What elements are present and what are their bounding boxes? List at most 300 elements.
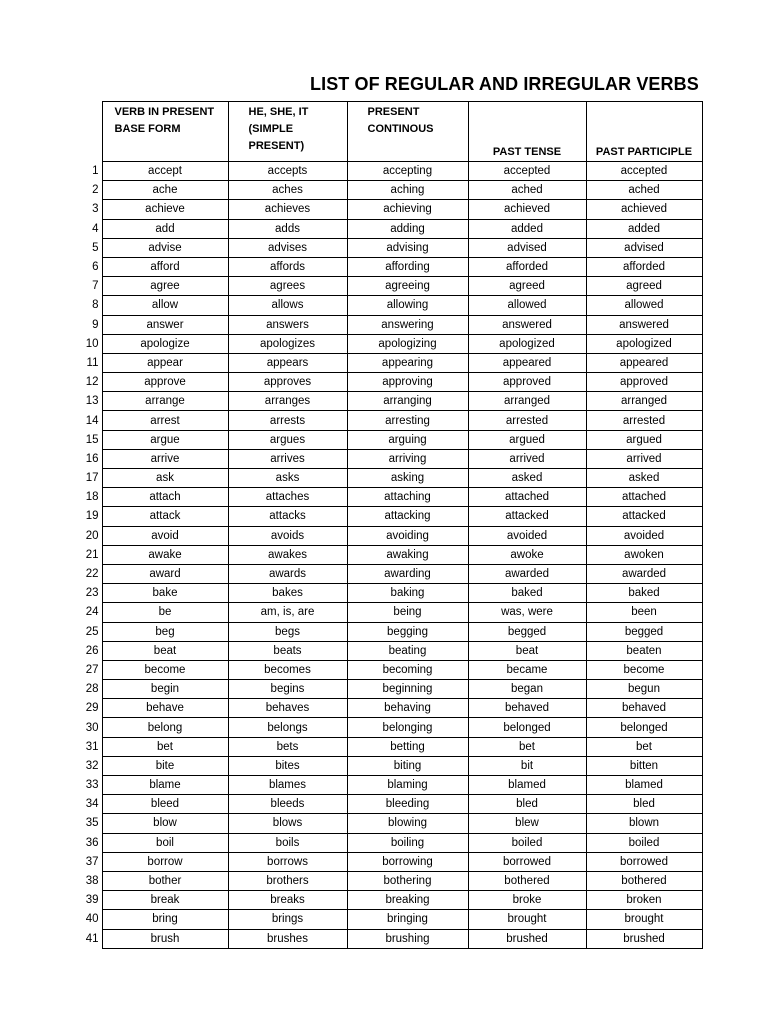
past-participle-cell: behaved — [586, 699, 702, 718]
row-number: 36 — [85, 836, 99, 849]
past-tense-cell: ached — [468, 181, 586, 200]
past-tense-cell: borrowed — [468, 852, 586, 871]
row-number: 12 — [85, 376, 99, 389]
row-number: 19 — [85, 510, 99, 523]
row-number: 9 — [92, 318, 99, 331]
past-participle-cell: asked — [586, 469, 702, 488]
base-form-cell: bleed — [102, 795, 228, 814]
row-number: 29 — [85, 702, 99, 715]
base-form-cell: beat — [102, 641, 228, 660]
continuous-cell: approving — [347, 373, 468, 392]
continuous-cell: advising — [347, 238, 468, 257]
header-past-participle: PAST PARTICIPLE — [586, 102, 702, 162]
third-person-cell: blows — [228, 814, 347, 833]
past-tense-cell: afforded — [468, 257, 586, 276]
past-tense-cell: agreed — [468, 277, 586, 296]
table-row — [80, 660, 702, 679]
base-form-cell: appear — [102, 353, 228, 372]
third-person-cell: affords — [228, 257, 347, 276]
table-row — [80, 910, 702, 929]
past-participle-cell: added — [586, 219, 702, 238]
third-person-cell: allows — [228, 296, 347, 315]
past-tense-cell: was, were — [468, 603, 586, 622]
table-row — [80, 737, 702, 756]
past-tense-cell: broke — [468, 891, 586, 910]
continuous-cell: beginning — [347, 680, 468, 699]
past-tense-cell: answered — [468, 315, 586, 334]
row-number: 37 — [85, 855, 99, 868]
past-participle-cell: boiled — [586, 833, 702, 852]
continuous-cell: awaking — [347, 545, 468, 564]
third-person-cell: aches — [228, 181, 347, 200]
third-person-cell: borrows — [228, 852, 347, 871]
base-form-cell: approve — [102, 373, 228, 392]
base-form-cell: borrow — [102, 852, 228, 871]
base-form-cell: apologize — [102, 334, 228, 353]
past-participle-cell: beaten — [586, 641, 702, 660]
past-participle-cell: belonged — [586, 718, 702, 737]
base-form-cell: attack — [102, 507, 228, 526]
table-row — [80, 257, 702, 276]
past-tense-cell: asked — [468, 469, 586, 488]
past-participle-cell: broken — [586, 891, 702, 910]
past-tense-cell: bet — [468, 737, 586, 756]
continuous-cell: attacking — [347, 507, 468, 526]
row-number: 28 — [85, 683, 99, 696]
third-person-cell: beats — [228, 641, 347, 660]
past-tense-cell: arrived — [468, 449, 586, 468]
continuous-cell: baking — [347, 584, 468, 603]
header-third-person — [228, 102, 347, 162]
continuous-cell: arranging — [347, 392, 468, 411]
past-participle-cell: attacked — [586, 507, 702, 526]
past-participle-cell: awarded — [586, 564, 702, 583]
past-tense-cell: began — [468, 680, 586, 699]
past-participle-cell: arrived — [586, 449, 702, 468]
base-form-cell: argue — [102, 430, 228, 449]
past-tense-cell: appeared — [468, 353, 586, 372]
row-number: 20 — [85, 529, 99, 542]
continuous-cell: behaving — [347, 699, 468, 718]
row-number: 30 — [85, 721, 99, 734]
past-participle-cell: brought — [586, 910, 702, 929]
table-row — [80, 430, 702, 449]
row-number: 33 — [85, 779, 99, 792]
table-row — [80, 162, 702, 181]
past-tense-cell: accepted — [468, 162, 586, 181]
continuous-cell: awarding — [347, 564, 468, 583]
row-number: 25 — [85, 625, 99, 638]
table-row — [80, 756, 702, 775]
table-row — [80, 564, 702, 583]
base-form-cell: belong — [102, 718, 228, 737]
table-row — [80, 449, 702, 468]
table-row — [80, 277, 702, 296]
header-past-tense: PAST TENSE — [468, 102, 586, 162]
continuous-cell: adding — [347, 219, 468, 238]
row-number: 22 — [85, 568, 99, 581]
third-person-cell: behaves — [228, 699, 347, 718]
base-form-cell: avoid — [102, 526, 228, 545]
past-tense-cell: blamed — [468, 776, 586, 795]
past-participle-cell: allowed — [586, 296, 702, 315]
past-participle-cell: bled — [586, 795, 702, 814]
continuous-cell: bothering — [347, 871, 468, 890]
past-tense-cell: boiled — [468, 833, 586, 852]
verbs-table-body — [80, 162, 702, 949]
base-form-cell: ask — [102, 469, 228, 488]
header-base-line-2: BASE FORM — [114, 123, 181, 135]
third-person-cell: awakes — [228, 545, 347, 564]
third-person-cell: brothers — [228, 871, 347, 890]
continuous-cell: achieving — [347, 200, 468, 219]
continuous-cell: breaking — [347, 891, 468, 910]
row-number: 10 — [85, 337, 99, 350]
table-row — [80, 699, 702, 718]
past-participle-cell: bet — [586, 737, 702, 756]
row-number-header — [80, 102, 102, 162]
row-number: 21 — [85, 548, 99, 561]
page-title: LIST OF REGULAR AND IRREGULAR VERBS — [310, 74, 699, 94]
base-form-cell: ache — [102, 181, 228, 200]
table-row — [80, 411, 702, 430]
table-row — [80, 200, 702, 219]
continuous-cell: arriving — [347, 449, 468, 468]
base-form-cell: agree — [102, 277, 228, 296]
row-number: 4 — [92, 222, 99, 235]
continuous-cell: arresting — [347, 411, 468, 430]
continuous-cell: avoiding — [347, 526, 468, 545]
row-number: 24 — [85, 606, 99, 619]
past-participle-cell: become — [586, 660, 702, 679]
past-participle-cell: avoided — [586, 526, 702, 545]
third-person-cell: belongs — [228, 718, 347, 737]
past-tense-cell: bit — [468, 756, 586, 775]
table-row — [80, 353, 702, 372]
continuous-cell: blaming — [347, 776, 468, 795]
header-third-line-3: PRESENT) — [248, 140, 305, 152]
table-row — [80, 641, 702, 660]
base-form-cell: bother — [102, 871, 228, 890]
row-number: 38 — [85, 875, 99, 888]
continuous-cell: betting — [347, 737, 468, 756]
table-row — [80, 871, 702, 890]
continuous-cell: appearing — [347, 353, 468, 372]
verbs-table — [80, 101, 703, 949]
continuous-cell: aching — [347, 181, 468, 200]
third-person-cell: answers — [228, 315, 347, 334]
row-number: 5 — [92, 241, 99, 254]
past-tense-cell: approved — [468, 373, 586, 392]
past-participle-cell: begun — [586, 680, 702, 699]
row-number: 34 — [85, 798, 99, 811]
third-person-cell: becomes — [228, 660, 347, 679]
past-participle-cell: begged — [586, 622, 702, 641]
base-form-cell: afford — [102, 257, 228, 276]
past-tense-cell: blew — [468, 814, 586, 833]
table-row — [80, 814, 702, 833]
header-continuous-line-2: CONTINOUS — [367, 123, 434, 135]
third-person-cell: avoids — [228, 526, 347, 545]
base-form-cell: award — [102, 564, 228, 583]
base-form-cell: answer — [102, 315, 228, 334]
row-number: 41 — [85, 932, 99, 945]
third-person-cell: arranges — [228, 392, 347, 411]
third-person-cell: appears — [228, 353, 347, 372]
third-person-cell: bets — [228, 737, 347, 756]
past-tense-cell: arrested — [468, 411, 586, 430]
third-person-cell: brushes — [228, 929, 347, 948]
third-person-cell: boils — [228, 833, 347, 852]
base-form-cell: bring — [102, 910, 228, 929]
continuous-cell: boiling — [347, 833, 468, 852]
past-participle-cell: borrowed — [586, 852, 702, 871]
third-person-cell: adds — [228, 219, 347, 238]
continuous-cell: belonging — [347, 718, 468, 737]
row-number: 6 — [92, 261, 99, 274]
base-form-cell: bake — [102, 584, 228, 603]
row-number: 18 — [85, 491, 99, 504]
past-participle-cell: bitten — [586, 756, 702, 775]
row-number: 14 — [85, 414, 99, 427]
third-person-cell: arrests — [228, 411, 347, 430]
third-person-cell: am, is, are — [228, 603, 347, 622]
row-number: 17 — [85, 472, 99, 485]
table-row — [80, 929, 702, 948]
row-number: 16 — [85, 452, 99, 465]
past-participle-cell: been — [586, 603, 702, 622]
row-number: 23 — [85, 587, 99, 600]
table-row — [80, 833, 702, 852]
past-tense-cell: awoke — [468, 545, 586, 564]
base-form-cell: boil — [102, 833, 228, 852]
continuous-cell: answering — [347, 315, 468, 334]
past-tense-cell: behaved — [468, 699, 586, 718]
row-number: 40 — [85, 913, 99, 926]
row-number: 8 — [92, 299, 99, 312]
base-form-cell: bite — [102, 756, 228, 775]
past-tense-cell: allowed — [468, 296, 586, 315]
past-participle-cell: apologized — [586, 334, 702, 353]
past-participle-cell: accepted — [586, 162, 702, 181]
table-row — [80, 718, 702, 737]
header-base-line-1: VERB IN PRESENT — [114, 106, 215, 118]
past-tense-cell: attacked — [468, 507, 586, 526]
continuous-cell: bleeding — [347, 795, 468, 814]
table-row — [80, 238, 702, 257]
row-number: 11 — [86, 356, 99, 369]
past-participle-cell: appeared — [586, 353, 702, 372]
table-row — [80, 622, 702, 641]
table-row — [80, 545, 702, 564]
row-number: 7 — [92, 280, 99, 293]
past-participle-cell: arranged — [586, 392, 702, 411]
past-participle-cell: baked — [586, 584, 702, 603]
base-form-cell: achieve — [102, 200, 228, 219]
table-row — [80, 392, 702, 411]
third-person-cell: brings — [228, 910, 347, 929]
third-person-cell: attaches — [228, 488, 347, 507]
base-form-cell: blame — [102, 776, 228, 795]
third-person-cell: advises — [228, 238, 347, 257]
third-person-cell: bites — [228, 756, 347, 775]
past-tense-cell: achieved — [468, 200, 586, 219]
base-form-cell: break — [102, 891, 228, 910]
continuous-cell: borrowing — [347, 852, 468, 871]
continuous-cell: arguing — [347, 430, 468, 449]
base-form-cell: behave — [102, 699, 228, 718]
base-form-cell: allow — [102, 296, 228, 315]
table-row — [80, 181, 702, 200]
past-participle-cell: afforded — [586, 257, 702, 276]
row-number: 26 — [85, 644, 99, 657]
table-row — [80, 891, 702, 910]
continuous-cell: apologizing — [347, 334, 468, 353]
past-participle-cell: agreed — [586, 277, 702, 296]
table-row — [80, 334, 702, 353]
table-row — [80, 584, 702, 603]
continuous-cell: brushing — [347, 929, 468, 948]
past-participle-cell: achieved — [586, 200, 702, 219]
third-person-cell: accepts — [228, 162, 347, 181]
past-tense-cell: added — [468, 219, 586, 238]
table-row — [80, 315, 702, 334]
header-present-continuous — [347, 102, 468, 162]
past-participle-cell: ached — [586, 181, 702, 200]
third-person-cell: argues — [228, 430, 347, 449]
past-participle-cell: approved — [586, 373, 702, 392]
header-continuous-line-1: PRESENT — [367, 106, 420, 118]
third-person-cell: attacks — [228, 507, 347, 526]
continuous-cell: bringing — [347, 910, 468, 929]
row-number: 15 — [85, 433, 99, 446]
base-form-cell: attach — [102, 488, 228, 507]
row-number: 1 — [92, 165, 99, 178]
past-tense-cell: beat — [468, 641, 586, 660]
header-third-line-1: HE, SHE, IT — [248, 106, 309, 118]
header-third-line-2: (SIMPLE — [248, 123, 294, 135]
table-row — [80, 603, 702, 622]
table-row — [80, 776, 702, 795]
continuous-cell: blowing — [347, 814, 468, 833]
table-row — [80, 852, 702, 871]
continuous-cell: biting — [347, 756, 468, 775]
table-row — [80, 795, 702, 814]
header-base-form — [102, 102, 228, 162]
past-participle-cell: attached — [586, 488, 702, 507]
past-participle-cell: awoken — [586, 545, 702, 564]
base-form-cell: add — [102, 219, 228, 238]
past-tense-cell: bothered — [468, 871, 586, 890]
third-person-cell: begs — [228, 622, 347, 641]
past-tense-cell: belonged — [468, 718, 586, 737]
table-row — [80, 488, 702, 507]
past-participle-cell: advised — [586, 238, 702, 257]
base-form-cell: accept — [102, 162, 228, 181]
base-form-cell: beg — [102, 622, 228, 641]
past-participle-cell: blamed — [586, 776, 702, 795]
third-person-cell: awards — [228, 564, 347, 583]
table-row — [80, 373, 702, 392]
past-participle-cell: bothered — [586, 871, 702, 890]
table-row — [80, 526, 702, 545]
base-form-cell: become — [102, 660, 228, 679]
third-person-cell: achieves — [228, 200, 347, 219]
past-tense-cell: baked — [468, 584, 586, 603]
past-participle-cell: argued — [586, 430, 702, 449]
row-number: 27 — [85, 663, 99, 676]
third-person-cell: agrees — [228, 277, 347, 296]
third-person-cell: bakes — [228, 584, 347, 603]
continuous-cell: begging — [347, 622, 468, 641]
past-tense-cell: bled — [468, 795, 586, 814]
row-number: 3 — [92, 203, 99, 216]
third-person-cell: approves — [228, 373, 347, 392]
continuous-cell: allowing — [347, 296, 468, 315]
past-tense-cell: avoided — [468, 526, 586, 545]
base-form-cell: blow — [102, 814, 228, 833]
base-form-cell: arrest — [102, 411, 228, 430]
continuous-cell: becoming — [347, 660, 468, 679]
past-participle-cell: blown — [586, 814, 702, 833]
past-participle-cell: answered — [586, 315, 702, 334]
past-tense-cell: begged — [468, 622, 586, 641]
continuous-cell: beating — [347, 641, 468, 660]
row-number: 13 — [85, 395, 99, 408]
continuous-cell: affording — [347, 257, 468, 276]
base-form-cell: begin — [102, 680, 228, 699]
base-form-cell: arrive — [102, 449, 228, 468]
row-number: 35 — [85, 817, 99, 830]
base-form-cell: bet — [102, 737, 228, 756]
table-row — [80, 680, 702, 699]
base-form-cell: advise — [102, 238, 228, 257]
past-tense-cell: awarded — [468, 564, 586, 583]
past-tense-cell: apologized — [468, 334, 586, 353]
table-row — [80, 296, 702, 315]
third-person-cell: breaks — [228, 891, 347, 910]
past-tense-cell: brought — [468, 910, 586, 929]
base-form-cell: be — [102, 603, 228, 622]
past-tense-cell: brushed — [468, 929, 586, 948]
past-tense-cell: advised — [468, 238, 586, 257]
continuous-cell: agreeing — [347, 277, 468, 296]
base-form-cell: arrange — [102, 392, 228, 411]
third-person-cell: bleeds — [228, 795, 347, 814]
table-row — [80, 219, 702, 238]
base-form-cell: brush — [102, 929, 228, 948]
continuous-cell: being — [347, 603, 468, 622]
row-number: 32 — [85, 759, 99, 772]
past-tense-cell: attached — [468, 488, 586, 507]
header-row — [80, 102, 702, 162]
continuous-cell: attaching — [347, 488, 468, 507]
third-person-cell: blames — [228, 776, 347, 795]
third-person-cell: arrives — [228, 449, 347, 468]
past-tense-cell: became — [468, 660, 586, 679]
row-number: 31 — [85, 740, 99, 753]
third-person-cell: asks — [228, 469, 347, 488]
past-participle-cell: arrested — [586, 411, 702, 430]
table-row — [80, 469, 702, 488]
continuous-cell: accepting — [347, 162, 468, 181]
past-participle-cell: brushed — [586, 929, 702, 948]
third-person-cell: begins — [228, 680, 347, 699]
past-tense-cell: arranged — [468, 392, 586, 411]
row-number: 2 — [92, 184, 99, 197]
base-form-cell: awake — [102, 545, 228, 564]
past-tense-cell: argued — [468, 430, 586, 449]
